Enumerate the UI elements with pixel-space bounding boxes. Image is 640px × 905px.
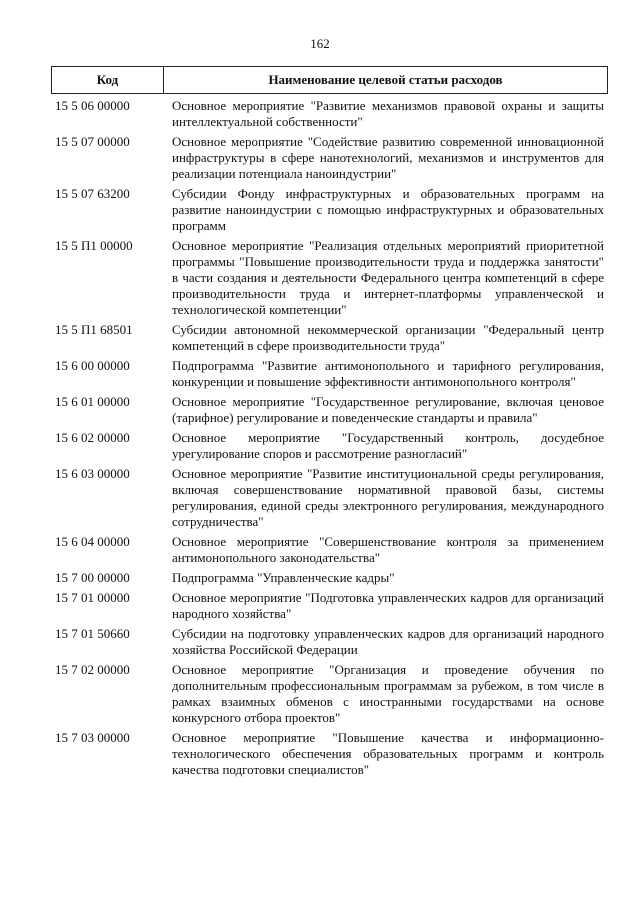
table-row (51, 466, 608, 530)
row-code: 15 6 04 00000 (55, 534, 130, 549)
table-row (51, 98, 608, 130)
row-name: Основное мероприятие "Организация и проведение обучения по дополнительным профессиональным программам за рубежом, в том числе в рамках взаимных обменов с иностранными государствами на основе конкурсного отбора проектов" (172, 662, 604, 725)
row-name: Подпрограмма "Развитие антимонопольного и тарифного регулирования, конкуренции и повышение эффективности антимонопольного контроля" (172, 358, 604, 389)
row-code: 15 7 00 00000 (55, 570, 130, 585)
header-name: Наименование целевой статьи расходов (268, 72, 503, 87)
row-code: 15 6 00 00000 (55, 358, 130, 373)
table-row (51, 394, 608, 426)
row-name: Основное мероприятие "Государственное регулирование, включая ценовое (тарифное) регулирование и поведенческие стандарты и правила" (172, 394, 604, 425)
row-name: Субсидии автономной некоммерческой организации "Федеральный центр компетенций в сфере производительности труда" (172, 322, 604, 353)
row-name: Субсидии Фонду инфраструктурных и образовательных программ на развитие наноиндустрии с помощью инфраструктурных и образовательных программ (172, 186, 604, 233)
row-name: Основное мероприятие "Реализация отдельных мероприятий приоритетной программы "Повышение производительности труда и поддержка занятости" в части создания и деятельности Федерального центра компетенций в сфере производительности труда и интернет-платформы управленческой и технологической компетенции" (172, 238, 604, 317)
row-name: Основное мероприятие "Развитие механизмов правовой охраны и защиты интеллектуальной собственности" (172, 98, 604, 129)
page-number: 162 (310, 36, 330, 51)
table-row (51, 662, 608, 726)
header-code: Код (52, 67, 164, 93)
table-row (51, 322, 608, 354)
row-name: Основное мероприятие "Совершенствование контроля за применением антимонопольного законодательства" (172, 534, 604, 565)
table-row (51, 358, 608, 390)
row-code: 15 5 06 00000 (55, 98, 130, 113)
row-code: 15 7 01 50660 (55, 626, 130, 641)
row-code: 15 5 07 00000 (55, 134, 130, 149)
budget-table (51, 66, 608, 782)
row-code: 15 5 07 63200 (55, 186, 130, 201)
table-row (51, 730, 608, 778)
row-code: 15 7 02 00000 (55, 662, 130, 677)
table-row (51, 134, 608, 182)
row-name: Основное мероприятие "Повышение качества и информационно-технологического обеспечения образовательных программ и контроль качества подготовки специалистов" (172, 730, 604, 777)
table-body (51, 98, 608, 778)
table-row (51, 430, 608, 462)
table-row (51, 534, 608, 566)
row-code: 15 7 03 00000 (55, 730, 130, 745)
row-code: 15 5 П1 68501 (55, 322, 133, 337)
row-name: Основное мероприятие "Содействие развитию современной инновационной инфраструктуры в сфере нанотехнологий, механизмов и инструментов для реализации потенциала наноиндустрии" (172, 134, 604, 181)
row-code: 15 6 01 00000 (55, 394, 130, 409)
row-code: 15 6 03 00000 (55, 466, 130, 481)
row-code: 15 6 02 00000 (55, 430, 130, 445)
row-code: 15 7 01 00000 (55, 590, 130, 605)
table-row (51, 186, 608, 234)
row-name: Подпрограмма "Управленческие кадры" (172, 570, 395, 585)
row-name: Основное мероприятие "Государственный контроль, досудебное урегулирование споров и рассмотрение разногласий" (172, 430, 604, 461)
row-name: Субсидии на подготовку управленческих кадров для организаций народного хозяйства Российской Федерации (172, 626, 604, 657)
row-code: 15 5 П1 00000 (55, 238, 133, 253)
table-header (51, 66, 608, 94)
table-row (51, 238, 608, 318)
row-name: Основное мероприятие "Развитие институциональной среды регулирования, включая совершенствование нормативной правовой базы, системы регулирования, единой среды электронного регулирования, международного сотрудничества" (172, 466, 604, 529)
table-row (51, 590, 608, 622)
table-row (51, 626, 608, 658)
table-row (51, 570, 608, 586)
row-name: Основное мероприятие "Подготовка управленческих кадров для организаций народного хозяйства" (172, 590, 604, 621)
